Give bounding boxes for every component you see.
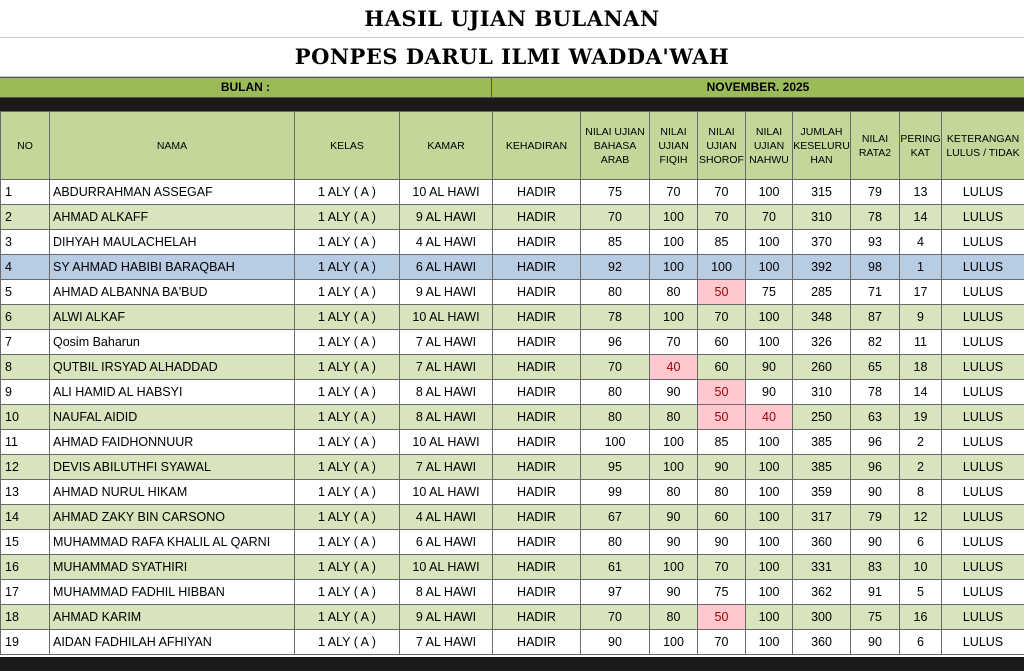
cell-keterangan: LULUS [942, 605, 1024, 630]
cell-nama: ABDURRAHMAN ASSEGAF [50, 180, 295, 205]
table-row [1, 530, 1024, 555]
table-row [1, 455, 1024, 480]
cell-kelas: 1 ALY ( A ) [295, 505, 400, 530]
cell-score-nahwu: 100 [746, 255, 793, 280]
cell-score-nahwu: 100 [746, 630, 793, 655]
cell-score-arab: 80 [581, 280, 650, 305]
cell-keterangan: LULUS [942, 305, 1024, 330]
col-keterangan: KETERANGAN LULUS / TIDAK [942, 112, 1024, 180]
cell-keterangan: LULUS [942, 455, 1024, 480]
cell-keterangan: LULUS [942, 555, 1024, 580]
cell-kamar: 9 AL HAWI [400, 605, 493, 630]
cell-keterangan: LULUS [942, 280, 1024, 305]
cell-total: 370 [793, 230, 851, 255]
cell-kelas: 1 ALY ( A ) [295, 180, 400, 205]
cell-average: 82 [851, 330, 900, 355]
cell-rank: 17 [900, 280, 942, 305]
cell-kehadiran: HADIR [493, 430, 581, 455]
cell-nama: Qosim Baharun [50, 330, 295, 355]
table-row [1, 330, 1024, 355]
cell-score-nahwu: 75 [746, 280, 793, 305]
cell-score-nahwu: 100 [746, 505, 793, 530]
cell-kehadiran: HADIR [493, 305, 581, 330]
cell-score-shorof: 75 [698, 580, 746, 605]
cell-no: 14 [1, 505, 50, 530]
col-bahasa-arab: NILAI UJIAN BAHASA ARAB [581, 112, 650, 180]
cell-no: 16 [1, 555, 50, 580]
cell-score-nahwu: 40 [746, 405, 793, 430]
cell-average: 90 [851, 480, 900, 505]
col-kelas: KELAS [295, 112, 400, 180]
cell-score-arab: 61 [581, 555, 650, 580]
cell-average: 78 [851, 205, 900, 230]
cell-average: 71 [851, 280, 900, 305]
cell-total: 315 [793, 180, 851, 205]
cell-kehadiran: HADIR [493, 205, 581, 230]
cell-no: 13 [1, 480, 50, 505]
cell-kehadiran: HADIR [493, 330, 581, 355]
cell-score-nahwu: 100 [746, 230, 793, 255]
cell-score-nahwu: 100 [746, 555, 793, 580]
cell-total: 300 [793, 605, 851, 630]
table-row [1, 505, 1024, 530]
cell-score-fiqih: 90 [650, 580, 698, 605]
cell-total: 331 [793, 555, 851, 580]
cell-total: 310 [793, 205, 851, 230]
cell-keterangan: LULUS [942, 355, 1024, 380]
cell-nama: AHMAD ZAKY BIN CARSONO [50, 505, 295, 530]
cell-average: 93 [851, 230, 900, 255]
cell-kamar: 4 AL HAWI [400, 230, 493, 255]
cell-rank: 16 [900, 605, 942, 630]
cell-average: 78 [851, 380, 900, 405]
col-kamar: KAMAR [400, 112, 493, 180]
cell-score-nahwu: 100 [746, 480, 793, 505]
cell-kamar: 4 AL HAWI [400, 505, 493, 530]
cell-nama: AHMAD ALKAFF [50, 205, 295, 230]
cell-kehadiran: HADIR [493, 605, 581, 630]
cell-nama: ALWI ALKAF [50, 305, 295, 330]
cell-score-arab: 67 [581, 505, 650, 530]
cell-score-fiqih: 80 [650, 280, 698, 305]
cell-score-arab: 78 [581, 305, 650, 330]
cell-kamar: 9 AL HAWI [400, 205, 493, 230]
cell-kelas: 1 ALY ( A ) [295, 530, 400, 555]
cell-nama: MUHAMMAD SYATHIRI [50, 555, 295, 580]
table-row [1, 380, 1024, 405]
cell-kamar: 9 AL HAWI [400, 280, 493, 305]
cell-kamar: 6 AL HAWI [400, 255, 493, 280]
cell-score-arab: 70 [581, 205, 650, 230]
cell-no: 3 [1, 230, 50, 255]
cell-kamar: 10 AL HAWI [400, 430, 493, 455]
cell-kehadiran: HADIR [493, 230, 581, 255]
cell-kelas: 1 ALY ( A ) [295, 630, 400, 655]
cell-score-shorof: 85 [698, 430, 746, 455]
cell-no: 12 [1, 455, 50, 480]
cell-nama: QUTBIL IRSYAD ALHADDAD [50, 355, 295, 380]
cell-score-shorof: 100 [698, 255, 746, 280]
col-no: NO [1, 112, 50, 180]
cell-score-shorof: 50 [698, 605, 746, 630]
cell-score-arab: 85 [581, 230, 650, 255]
cell-average: 96 [851, 430, 900, 455]
cell-average: 91 [851, 580, 900, 605]
cell-total: 385 [793, 455, 851, 480]
cell-keterangan: LULUS [942, 180, 1024, 205]
cell-kehadiran: HADIR [493, 380, 581, 405]
cell-average: 90 [851, 630, 900, 655]
cell-score-fiqih: 100 [650, 430, 698, 455]
cell-score-arab: 99 [581, 480, 650, 505]
cell-rank: 8 [900, 480, 942, 505]
cell-no: 10 [1, 405, 50, 430]
cell-kehadiran: HADIR [493, 455, 581, 480]
cell-total: 285 [793, 280, 851, 305]
table-row [1, 205, 1024, 230]
cell-total: 360 [793, 530, 851, 555]
cell-kelas: 1 ALY ( A ) [295, 580, 400, 605]
cell-keterangan: LULUS [942, 505, 1024, 530]
cell-nama: ALI HAMID AL HABSYI [50, 380, 295, 405]
cell-score-nahwu: 90 [746, 380, 793, 405]
cell-score-fiqih: 90 [650, 505, 698, 530]
cell-score-fiqih: 40 [650, 355, 698, 380]
table-row [1, 230, 1024, 255]
cell-score-shorof: 50 [698, 380, 746, 405]
cell-keterangan: LULUS [942, 580, 1024, 605]
cell-kamar: 8 AL HAWI [400, 380, 493, 405]
cell-score-shorof: 90 [698, 530, 746, 555]
cell-score-fiqih: 100 [650, 205, 698, 230]
cell-rank: 2 [900, 430, 942, 455]
cell-total: 317 [793, 505, 851, 530]
cell-average: 63 [851, 405, 900, 430]
cell-average: 79 [851, 180, 900, 205]
cell-score-arab: 100 [581, 430, 650, 455]
cell-kehadiran: HADIR [493, 530, 581, 555]
cell-kelas: 1 ALY ( A ) [295, 430, 400, 455]
cell-total: 385 [793, 430, 851, 455]
cell-score-arab: 97 [581, 580, 650, 605]
cell-score-fiqih: 90 [650, 530, 698, 555]
cell-nama: AHMAD NURUL HIKAM [50, 480, 295, 505]
cell-rank: 4 [900, 230, 942, 255]
col-nahwu: NILAI UJIAN NAHWU [746, 112, 793, 180]
cell-rank: 14 [900, 205, 942, 230]
cell-no: 17 [1, 580, 50, 605]
cell-total: 260 [793, 355, 851, 380]
report-title: HASIL UJIAN BULANAN [0, 0, 1024, 38]
cell-kelas: 1 ALY ( A ) [295, 330, 400, 355]
cell-score-arab: 75 [581, 180, 650, 205]
cell-score-shorof: 70 [698, 305, 746, 330]
cell-nama: MUHAMMAD FADHIL HIBBAN [50, 580, 295, 605]
cell-total: 359 [793, 480, 851, 505]
cell-average: 90 [851, 530, 900, 555]
cell-score-shorof: 90 [698, 455, 746, 480]
cell-nama: DIHYAH MAULACHELAH [50, 230, 295, 255]
cell-kamar: 10 AL HAWI [400, 480, 493, 505]
cell-score-fiqih: 100 [650, 455, 698, 480]
cell-kehadiran: HADIR [493, 255, 581, 280]
cell-score-shorof: 60 [698, 505, 746, 530]
cell-rank: 10 [900, 555, 942, 580]
cell-kehadiran: HADIR [493, 280, 581, 305]
table-row [1, 580, 1024, 605]
cell-kelas: 1 ALY ( A ) [295, 355, 400, 380]
table-row [1, 305, 1024, 330]
cell-rank: 19 [900, 405, 942, 430]
cell-kamar: 10 AL HAWI [400, 180, 493, 205]
cell-score-fiqih: 70 [650, 330, 698, 355]
cell-score-shorof: 50 [698, 405, 746, 430]
cell-score-shorof: 60 [698, 355, 746, 380]
cell-score-nahwu: 100 [746, 180, 793, 205]
cell-score-shorof: 60 [698, 330, 746, 355]
table-row [1, 555, 1024, 580]
cell-no: 4 [1, 255, 50, 280]
cell-total: 348 [793, 305, 851, 330]
cell-score-nahwu: 100 [746, 530, 793, 555]
cell-score-shorof: 70 [698, 630, 746, 655]
cell-no: 18 [1, 605, 50, 630]
cell-score-fiqih: 90 [650, 380, 698, 405]
cell-rank: 2 [900, 455, 942, 480]
cell-average: 98 [851, 255, 900, 280]
cell-score-arab: 90 [581, 630, 650, 655]
cell-rank: 13 [900, 180, 942, 205]
cell-nama: SY AHMAD HABIBI BARAQBAH [50, 255, 295, 280]
cell-kelas: 1 ALY ( A ) [295, 230, 400, 255]
cell-score-fiqih: 100 [650, 630, 698, 655]
cell-total: 310 [793, 380, 851, 405]
cell-score-nahwu: 90 [746, 355, 793, 380]
cell-kamar: 10 AL HAWI [400, 305, 493, 330]
cell-no: 5 [1, 280, 50, 305]
cell-rank: 12 [900, 505, 942, 530]
cell-score-arab: 92 [581, 255, 650, 280]
cell-score-nahwu: 100 [746, 430, 793, 455]
table-row [1, 355, 1024, 380]
cell-score-arab: 80 [581, 380, 650, 405]
cell-no: 15 [1, 530, 50, 555]
col-peringkat: PERING KAT [900, 112, 942, 180]
cell-nama: NAUFAL AIDID [50, 405, 295, 430]
cell-nama: AHMAD KARIM [50, 605, 295, 630]
cell-kelas: 1 ALY ( A ) [295, 555, 400, 580]
cell-rank: 6 [900, 630, 942, 655]
cell-kehadiran: HADIR [493, 580, 581, 605]
cell-no: 2 [1, 205, 50, 230]
cell-nama: MUHAMMAD RAFA KHALIL AL QARNI [50, 530, 295, 555]
cell-score-fiqih: 70 [650, 180, 698, 205]
table-row [1, 605, 1024, 630]
cell-rank: 14 [900, 380, 942, 405]
cell-score-fiqih: 100 [650, 555, 698, 580]
cell-average: 75 [851, 605, 900, 630]
cell-score-nahwu: 100 [746, 455, 793, 480]
table-row [1, 280, 1024, 305]
col-shorof: NILAI UJIAN SHOROF [698, 112, 746, 180]
col-rata2: NILAI RATA2 [851, 112, 900, 180]
cell-total: 392 [793, 255, 851, 280]
cell-nama: DEVIS ABILUTHFI SYAWAL [50, 455, 295, 480]
cell-nama: AHMAD ALBANNA BA'BUD [50, 280, 295, 305]
cell-nama: AIDAN FADHILAH AFHIYAN [50, 630, 295, 655]
cell-kehadiran: HADIR [493, 505, 581, 530]
results-table [0, 111, 1024, 655]
col-jumlah: JUMLAH KESELURU HAN [793, 112, 851, 180]
month-bar [0, 77, 1024, 98]
col-kehadiran: KEHADIRAN [493, 112, 581, 180]
cell-score-nahwu: 100 [746, 305, 793, 330]
cell-keterangan: LULUS [942, 230, 1024, 255]
cell-score-fiqih: 100 [650, 255, 698, 280]
footer-bar [0, 657, 1024, 671]
cell-kelas: 1 ALY ( A ) [295, 205, 400, 230]
cell-kehadiran: HADIR [493, 630, 581, 655]
cell-score-fiqih: 80 [650, 405, 698, 430]
cell-score-shorof: 80 [698, 480, 746, 505]
cell-kamar: 8 AL HAWI [400, 405, 493, 430]
header-row [1, 112, 1024, 180]
table-body [1, 180, 1024, 655]
cell-average: 65 [851, 355, 900, 380]
cell-no: 9 [1, 380, 50, 405]
cell-score-arab: 80 [581, 530, 650, 555]
table-row [1, 180, 1024, 205]
cell-average: 83 [851, 555, 900, 580]
cell-average: 87 [851, 305, 900, 330]
table-row [1, 480, 1024, 505]
cell-keterangan: LULUS [942, 405, 1024, 430]
cell-total: 362 [793, 580, 851, 605]
cell-kelas: 1 ALY ( A ) [295, 380, 400, 405]
cell-keterangan: LULUS [942, 630, 1024, 655]
col-nama: NAMA [50, 112, 295, 180]
cell-kamar: 7 AL HAWI [400, 630, 493, 655]
cell-score-nahwu: 70 [746, 205, 793, 230]
cell-average: 96 [851, 455, 900, 480]
cell-score-shorof: 70 [698, 555, 746, 580]
cell-kehadiran: HADIR [493, 555, 581, 580]
cell-kelas: 1 ALY ( A ) [295, 405, 400, 430]
cell-score-arab: 80 [581, 405, 650, 430]
cell-kelas: 1 ALY ( A ) [295, 455, 400, 480]
cell-rank: 11 [900, 330, 942, 355]
month-value: NOVEMBER. 2025 [706, 80, 810, 94]
cell-rank: 6 [900, 530, 942, 555]
cell-score-fiqih: 100 [650, 230, 698, 255]
cell-kamar: 7 AL HAWI [400, 455, 493, 480]
cell-total: 360 [793, 630, 851, 655]
cell-kelas: 1 ALY ( A ) [295, 255, 400, 280]
col-fiqih: NILAI UJIAN FIQIH [650, 112, 698, 180]
cell-score-fiqih: 100 [650, 305, 698, 330]
cell-score-shorof: 70 [698, 180, 746, 205]
cell-kelas: 1 ALY ( A ) [295, 605, 400, 630]
cell-no: 19 [1, 630, 50, 655]
cell-no: 6 [1, 305, 50, 330]
cell-keterangan: LULUS [942, 205, 1024, 230]
cell-no: 8 [1, 355, 50, 380]
cell-score-nahwu: 100 [746, 330, 793, 355]
cell-kehadiran: HADIR [493, 405, 581, 430]
cell-keterangan: LULUS [942, 380, 1024, 405]
month-label: BULAN : [0, 78, 492, 97]
cell-score-nahwu: 100 [746, 605, 793, 630]
cell-no: 11 [1, 430, 50, 455]
cell-kelas: 1 ALY ( A ) [295, 280, 400, 305]
cell-kehadiran: HADIR [493, 355, 581, 380]
table-row [1, 255, 1024, 280]
cell-keterangan: LULUS [942, 330, 1024, 355]
separator-bar [0, 98, 1024, 111]
cell-score-nahwu: 100 [746, 580, 793, 605]
cell-total: 326 [793, 330, 851, 355]
cell-score-shorof: 85 [698, 230, 746, 255]
cell-kamar: 8 AL HAWI [400, 580, 493, 605]
cell-rank: 1 [900, 255, 942, 280]
cell-score-fiqih: 80 [650, 480, 698, 505]
cell-score-arab: 96 [581, 330, 650, 355]
cell-keterangan: LULUS [942, 255, 1024, 280]
cell-kamar: 7 AL HAWI [400, 355, 493, 380]
cell-kelas: 1 ALY ( A ) [295, 480, 400, 505]
cell-score-arab: 70 [581, 355, 650, 380]
table-row [1, 405, 1024, 430]
cell-no: 1 [1, 180, 50, 205]
cell-kelas: 1 ALY ( A ) [295, 305, 400, 330]
cell-keterangan: LULUS [942, 480, 1024, 505]
cell-kehadiran: HADIR [493, 480, 581, 505]
cell-keterangan: LULUS [942, 430, 1024, 455]
cell-no: 7 [1, 330, 50, 355]
cell-score-arab: 70 [581, 605, 650, 630]
table-row [1, 430, 1024, 455]
cell-average: 79 [851, 505, 900, 530]
table-row [1, 630, 1024, 655]
school-name: PONPES DARUL ILMI WADDA'WAH [0, 38, 1024, 77]
cell-kamar: 6 AL HAWI [400, 530, 493, 555]
cell-rank: 9 [900, 305, 942, 330]
cell-score-arab: 95 [581, 455, 650, 480]
cell-kehadiran: HADIR [493, 180, 581, 205]
cell-score-shorof: 50 [698, 280, 746, 305]
cell-rank: 18 [900, 355, 942, 380]
cell-rank: 5 [900, 580, 942, 605]
cell-kamar: 7 AL HAWI [400, 330, 493, 355]
cell-keterangan: LULUS [942, 530, 1024, 555]
cell-kamar: 10 AL HAWI [400, 555, 493, 580]
cell-score-fiqih: 80 [650, 605, 698, 630]
cell-nama: AHMAD FAIDHONNUUR [50, 430, 295, 455]
cell-total: 250 [793, 405, 851, 430]
cell-score-shorof: 70 [698, 205, 746, 230]
